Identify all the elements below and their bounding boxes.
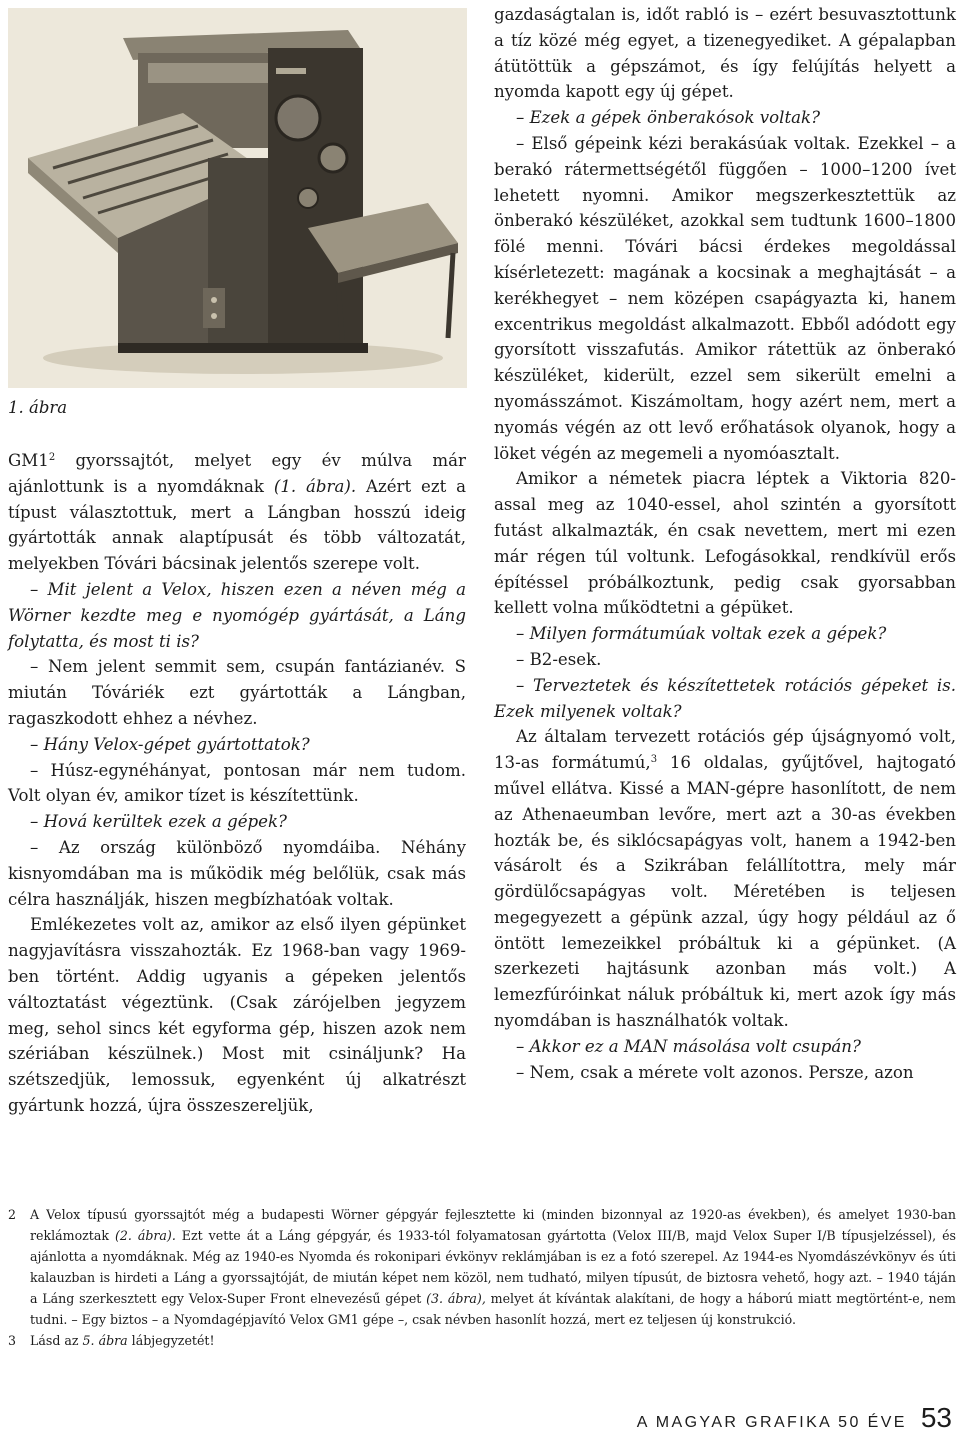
interview-answer: – Az ország különböző nyomdáiba. Néhány kisnyomdában ma is működik még belőlük, csak más célra használják, hiszen megbízhatóak voltak. <box>8 837 466 909</box>
footnote-text: Lásd az 5. ábra lábjegyzetét! <box>30 1333 215 1348</box>
interview-question: – Ezek a gépek önberakósok voltak? <box>516 108 820 128</box>
paragraph: Amikor a németek piacra léptek a Viktoria 820-assal meg az 1040-essel, ahol szintén a gyorsított futást alkalmazták, én csak nevettem, mert mi ezen már régen túl voltunk. Lefogásokkal, rendkívül erős építéssel próbálkoztunk, pedig csak gyorsabban kellett volna működtetni a gépüket. <box>494 469 956 618</box>
page-footer <box>637 1402 952 1434</box>
figure-caption: 1. ábra <box>8 398 68 417</box>
paragraph: Emlékezetes volt az, amikor az első ilyen gépünket nagyjavításra visszahozták. Ez 1968-ban vagy 1969-ben történt. Addig ugyanis a gépeken jelentős változtatást végeztünk. (Csak zárójelben jegyzem meg, sehol sincs két egyforma gép, hiszen azok nem szériában készülnek.) Most mit csináljunk? Ha szétszedjük, lemossuk, egyenként új alkatrészt gyártunk hozzá, újra összeszereljük, <box>8 915 466 1115</box>
footnote <box>8 1330 956 1351</box>
interview-question: – Terveztetek és készítettetek rotációs gépeket is. Ezek milyenek voltak? <box>494 675 956 721</box>
interview-question: – Hány Velox-gépet gyártottatok? <box>30 734 310 754</box>
left-column <box>8 448 466 1119</box>
footnote-number: 2 <box>8 1207 17 1222</box>
right-column <box>494 2 956 1085</box>
interview-question: – Milyen formátumúak voltak ezek a gépek? <box>516 624 887 644</box>
printing-press-image <box>8 8 467 388</box>
figure-photo <box>8 8 467 388</box>
journal-title: A MAGYAR GRAFIKA 50 ÉVE <box>636 1414 907 1431</box>
paragraph: gazdaságtalan is, időt rabló is – ezért besuvasztottunk a tíz közé még egyet, a tizenegyediket. A gépalapban átütöttük a gépszámot, és így felújítás helyett a nyomda kapott egy új gépet. <box>494 5 956 102</box>
interview-question: – Hová kerültek ezek a gépek? <box>30 812 287 832</box>
footnote-number: 3 <box>8 1333 17 1348</box>
interview-answer: – Húsz-egynéhányat, pontosan már nem tudom. Volt olyan év, amikor tízet is készítettünk. <box>8 760 466 806</box>
interview-question: – Mit jelent a Velox, hiszen ezen a néven még a Wörner kezdte meg e nyomógép gyártását, a Láng folytatta, és most ti is? <box>8 579 466 651</box>
footnotes <box>8 1204 956 1351</box>
paragraph: Az általam tervezett rotációs gép újságnyomó volt, 13-as formátumú,$^3$ 16 oldalas, gyűjtővel, hajtogató művel ellátva. Kissé a MAN-gépre hasonlított, de nem az Athenaeumban levőre, mert azt a 30-as években hozták be, és siklócsapágyas volt, hanem a 1942-ben vásárolt és a Szikrában felállítottra, mely már gördülőcsapágyas volt. Méretében is teljesen megegyezett a gépünk azzal, úgy hogy például az ő öntött lemezeikkel próbáltuk ki a gépünket. (A szerkezeti hajtásunk azonban más volt.) A lemezfúróinkat náluk próbáltuk ki, mert azok így más nyomdában is használhatók voltak. <box>494 727 957 1031</box>
interview-question: – Akkor ez a MAN másolása volt csupán? <box>516 1036 861 1056</box>
interview-answer: – B2-esek. <box>516 649 602 669</box>
page-number: 53 <box>920 1402 952 1433</box>
interview-answer: – Nem jelent semmit sem, csupán fantázianév. S miután Tóváriék ezt gyártották a Lángban, ragaszkodott ehhez a névhez. <box>8 657 466 728</box>
paragraph: $GM1^2$ gyorssajtót, melyet egy év múlva már ajánlottunk is a nyomdáknak (1. ábra). Azért ezt a típust választottuk, mert a Lángban hosszú ideig gyártották annak alaptípusát és több változatát, melyekben Tóvári bácsinak jelentős szerepe volt. <box>8 451 466 574</box>
footnote <box>8 1204 956 1330</box>
footnote-text: A Velox típusú gyorssajtót még a budapesti Wörner gépgyár fejlesztette ki (minden bizonnyal az 1920-as években), és amelyet 1930-ban reklámoztak (2. ábra). Ezt vette át a Láng gépgyár, és 1933-tól folyamatosan gyártotta (Velox III/B, majd Velox Super I/B típusjelzéssel), és ajánlotta a nyomdáknak. Még az 1940-es Nyomda és rokonipari évkönyv reklámjában is ez a fotó szerepel. Az 1944-es Nyomdászévkönyv és úti kalauzban is hirdeti a Láng a gyorssajtóját, de miután képet nem közöl, nem tudható, milyen típusút, de biztosra vehető, hogy azt. – 1940 táján a Láng szerkesztett egy Velox-Super Front elnevezésű gépet (3. ábra), melyet át kívántak alakítani, de hogy a háború miatt megtörtént-e, nem tudni. – Egy biztos – a Nyomdagépjavító Velox GM1 gépe –, csak névben hasonlít hozzá, mert ez teljesen új konstrukció. <box>30 1207 956 1327</box>
interview-answer: – Nem, csak a mérete volt azonos. Persze, azon <box>516 1062 914 1082</box>
interview-answer: – Első gépeink kézi berakásúak voltak. Ezekkel – a berakó rátermettségétől függően – 1000–1200 ívet lehetett nyomni. Amikor megszerkesztettük az önberakó készüléket, azokkal sem tudtunk 1600–1800 fölé menni. Tóvári bácsi érdekes megoldással kísérletezett: magának a kocsinak a meghajtását – a kerékhegyet – nem középen csapágyazta ki, hanem excentrikus megoldást alkalmazott. Ebből adódott egy gyorsított visszafutás. Amikor rátettük az önberakó készüléket, kiderült, ezzel sem sikerült emelni a nyomásszámot. Kiszámoltam, hogy azért nem, mert a nyomás végén az ott levő erőhatások olyanok, hogy a löket végén az megemeli a nyomóasztalt. <box>494 133 956 463</box>
